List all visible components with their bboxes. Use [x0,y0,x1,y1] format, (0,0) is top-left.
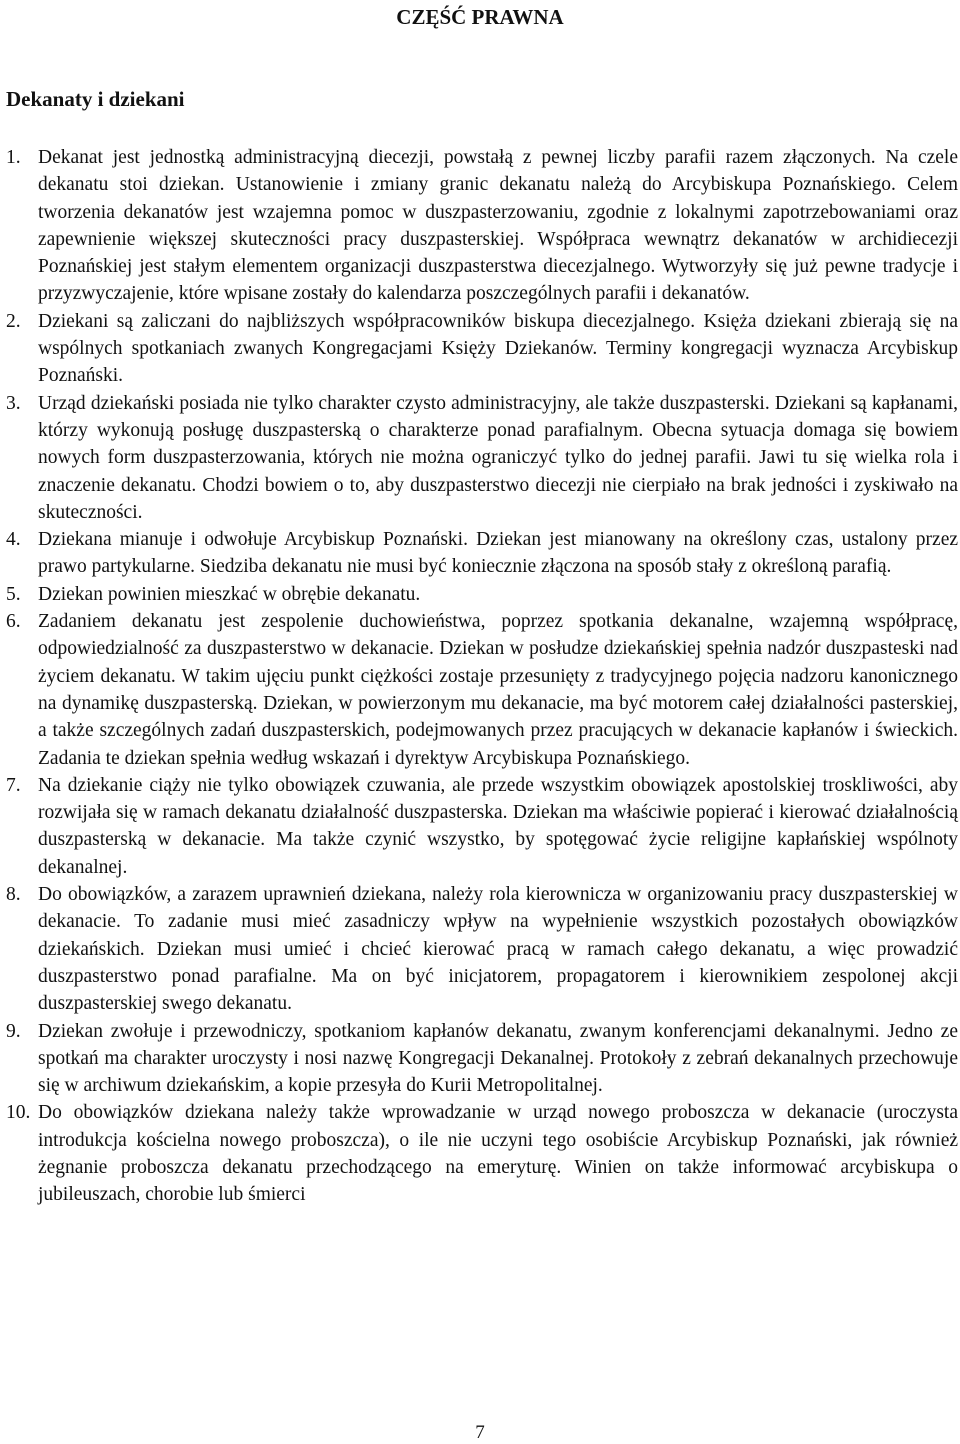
page-number: 7 [475,1422,485,1443]
list-item-text: Zadaniem dekanatu jest zespolenie duchowieństwa, poprzez spotkania dekanalne, wzajemną współpracę, odpowiedzialność za duszpasterstwo w dekanacie. Dziekan w posłudze dziekańskiej spełnia nadzór duszpasteski nad życiem dekanatu. W takim ujęciu punkt ciężkości zostaje przesunięty z tradycyjnego pojęcia nadzoru kanonicznego na dynamikę duszpasterską. Dziekan, w powierzonym mu dekanacie, ma być motorem całej działalności pasterskiej, a także szczególnych zadań duszpasterskich, podejmowanych przez pracujących w dekanacie kapłanów i świeckich. Zadania te dziekan spełnia według wskazań i dyrektyw Arcybiskupa Poznańskiego. [38,611,958,769]
list-item-number: 8. [6,884,21,906]
section-heading: Dekanaty i dziekani [6,87,185,111]
list-item-number: 4. [6,529,21,551]
list-item [0,1018,960,1100]
list-item-text: Dziekani są zaliczani do najbliższych współpracowników biskupa diecezjalnego. Księża dziekani zbierają się na wspólnych spotkaniach zwanych Kongregacjami Księży Dziekanów. Terminy kongregacji wyznacza Arcybiskup Poznański. [38,310,958,387]
list-item-number: 6. [6,611,21,633]
numbered-list [0,144,960,1209]
list-item [0,772,960,881]
list-item [0,308,960,390]
list-item-text: Do obowiązków, a zarazem uprawnień dziekana, należy rola kierownicza w organizowaniu pracy duszpasterskiej w dekanacie. To zadanie musi mieć zasadniczy wpływ na wypełnienie wszystkich pozostałych obowiązków dziekańskich. Dziekan musi umieć i chcieć kierować pracą w ramach całego dekanatu, a więc prowadzić duszpasterstwo ponad parafialne. Ma on być inicjatorem, propagatorem i kierownikiem zespolonej akcji duszpasterskiej swego dekanatu. [38,884,958,1015]
list-item [0,390,960,526]
list-item-number: 2. [6,310,21,332]
list-item [0,881,960,1017]
list-item-number: 7. [6,774,21,796]
list-item-number: 1. [6,147,21,168]
list-item-number: 10. [6,1102,31,1124]
list-item [0,526,960,581]
list-item [0,144,960,308]
list-item-text: Dziekana mianuje i odwołuje Arcybiskup Poznański. Dziekan jest mianowany na określony czas, ustalony przez prawo partykularne. Siedziba dekanatu nie musi być koniecznie złączona na sposób stały z określoną parafią. [38,529,958,578]
list-item-number: 9. [6,1020,21,1042]
list-item-text: Do obowiązków dziekana należy także wprowadzanie w urząd nowego proboszcza w dekanacie (uroczysta introdukcja kościelna nowego proboszcza), o ile nie uczyni tego osobiście Arcybiskup Poznański, jak również żegnanie proboszcza dekanatu przechodzącego na emeryturę. Winien on także informować arcybiskupa o jubileuszach, chorobie lub śmierci [38,1102,958,1206]
list-item-text: Dziekan powinien mieszkać w obrębie dekanatu. [38,583,421,605]
list-item [0,608,960,772]
list-item-text: Dziekan zwołuje i przewodniczy, spotkaniom kapłanów dekanatu, zwanym konferencjami dekanalnymi. Jedno ze spotkań ma charakter uroczysty i nosi nazwę Kongregacji Dekanalnej. Protokoły z zebrań dekanalnych przechowuje się w archiwum dziekańskim, a kopie przesyła do Kurii Metropolitalnej. [38,1020,958,1097]
list-item-number: 3. [6,392,21,414]
list-item [0,1099,960,1208]
list-item-text: Dekanat jest jednostką administracyjną diecezji, powstałą z pewnej liczby parafii razem złączonych. Na czele dekanatu stoi dziekan. Ustanowienie i zmiany granic dekanatu należą do Arcybiskupa Poznańskiego. Celem tworzenia dekanatów jest wzajemna pomoc w duszpasterzowaniu, zgodnie z lokalnymi zapotrzebowaniami oraz zapewnienie większej skuteczności pracy duszpasterskiej. Współpraca wewnątrz dekanatów w archidiecezji Poznańskiej jest stałym elementem organizacji duszpasterstwa diecezjalnego. Wytworzyły się już pewne tradycje i przyzwyczajenie, które wpisane zostały do kalendarza poszczególnych parafii i dekanatów. [38,147,958,305]
list-item-text: Na dziekanie ciąży nie tylko obowiązek czuwania, ale przede wszystkim obowiązek apostolskiej troskliwości, aby rozwijała się w ramach dekanatu działalność duszpasterska. Dziekan ma właściwie popierać i kierować działalnością duszpasterską w dekanacie. Ma także czynić wszystko, by spotęgować życie religijne kapłańskiej wspólnoty dekanalnej. [38,774,958,878]
list-item-text: Urząd dziekański posiada nie tylko charakter czysto administracyjny, ale także duszpasterski. Dziekani są kapłanami, którzy wykonują posługę duszpasterską o charakterze ponad parafialnym. Obecna sytuacja domaga się bowiem nowych form duszpasterzowania, których nie można ograniczyć tylko do jednej parafii. Jawi tu się wielka rola i znaczenie dekanatu. Chodzi bowiem o to, aby duszpasterstwo diecezji nie cierpiało na brak jedności i zyskiwało na skuteczności. [38,392,958,523]
part-title: CZĘŚĆ PRAWNA [396,5,564,29]
list-item-number: 5. [6,583,21,605]
list-item [0,581,960,608]
